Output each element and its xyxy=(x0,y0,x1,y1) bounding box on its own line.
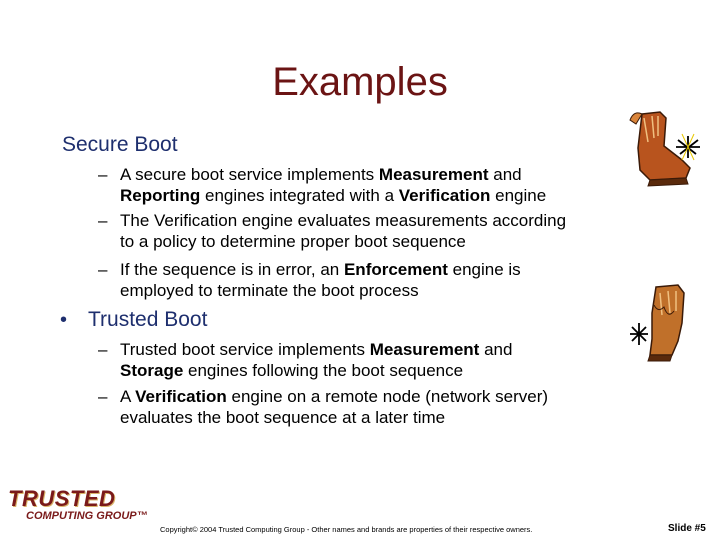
heading-secure-boot: Secure Boot xyxy=(62,133,178,156)
dash: – xyxy=(98,211,108,230)
secure-item-2: – The Verification engine evaluates measurements according to a policy to determine proper boot sequence xyxy=(98,211,567,251)
bullet-dot: • xyxy=(60,309,68,331)
secure-item-1: – A secure boot service implements Measurement and Reporting engines integrated with a Verification engine xyxy=(98,165,547,205)
heading-trusted-boot: Trusted Boot xyxy=(88,308,208,331)
slide-number: Slide #5 xyxy=(668,523,706,534)
trusted-item-1: – Trusted boot service implements Measurement and Storage engines following the boot sequence xyxy=(98,340,513,380)
boot-kick-icon xyxy=(628,283,708,363)
logo-bottom: COMPUTING GROUP™ xyxy=(26,510,148,522)
trusted-item-2: – A Verification engine on a remote node (network server) evaluates the boot sequence at a later time xyxy=(98,387,549,427)
trusted-computing-group-logo xyxy=(8,488,148,523)
logo-top: TRUSTED xyxy=(8,486,116,511)
boot-kick-icon xyxy=(620,108,704,190)
dash: – xyxy=(98,387,108,406)
dash: – xyxy=(98,340,108,359)
secure-item-3: – If the sequence is in error, an Enforcement engine is employed to terminate the boot process xyxy=(98,260,521,300)
dash: – xyxy=(98,260,108,279)
dash: – xyxy=(98,165,108,184)
slide-title: Examples xyxy=(272,60,448,104)
footer-copyright: Copyright© 2004 Trusted Computing Group - Other names and brands are properties of their respective owners. xyxy=(160,525,533,534)
